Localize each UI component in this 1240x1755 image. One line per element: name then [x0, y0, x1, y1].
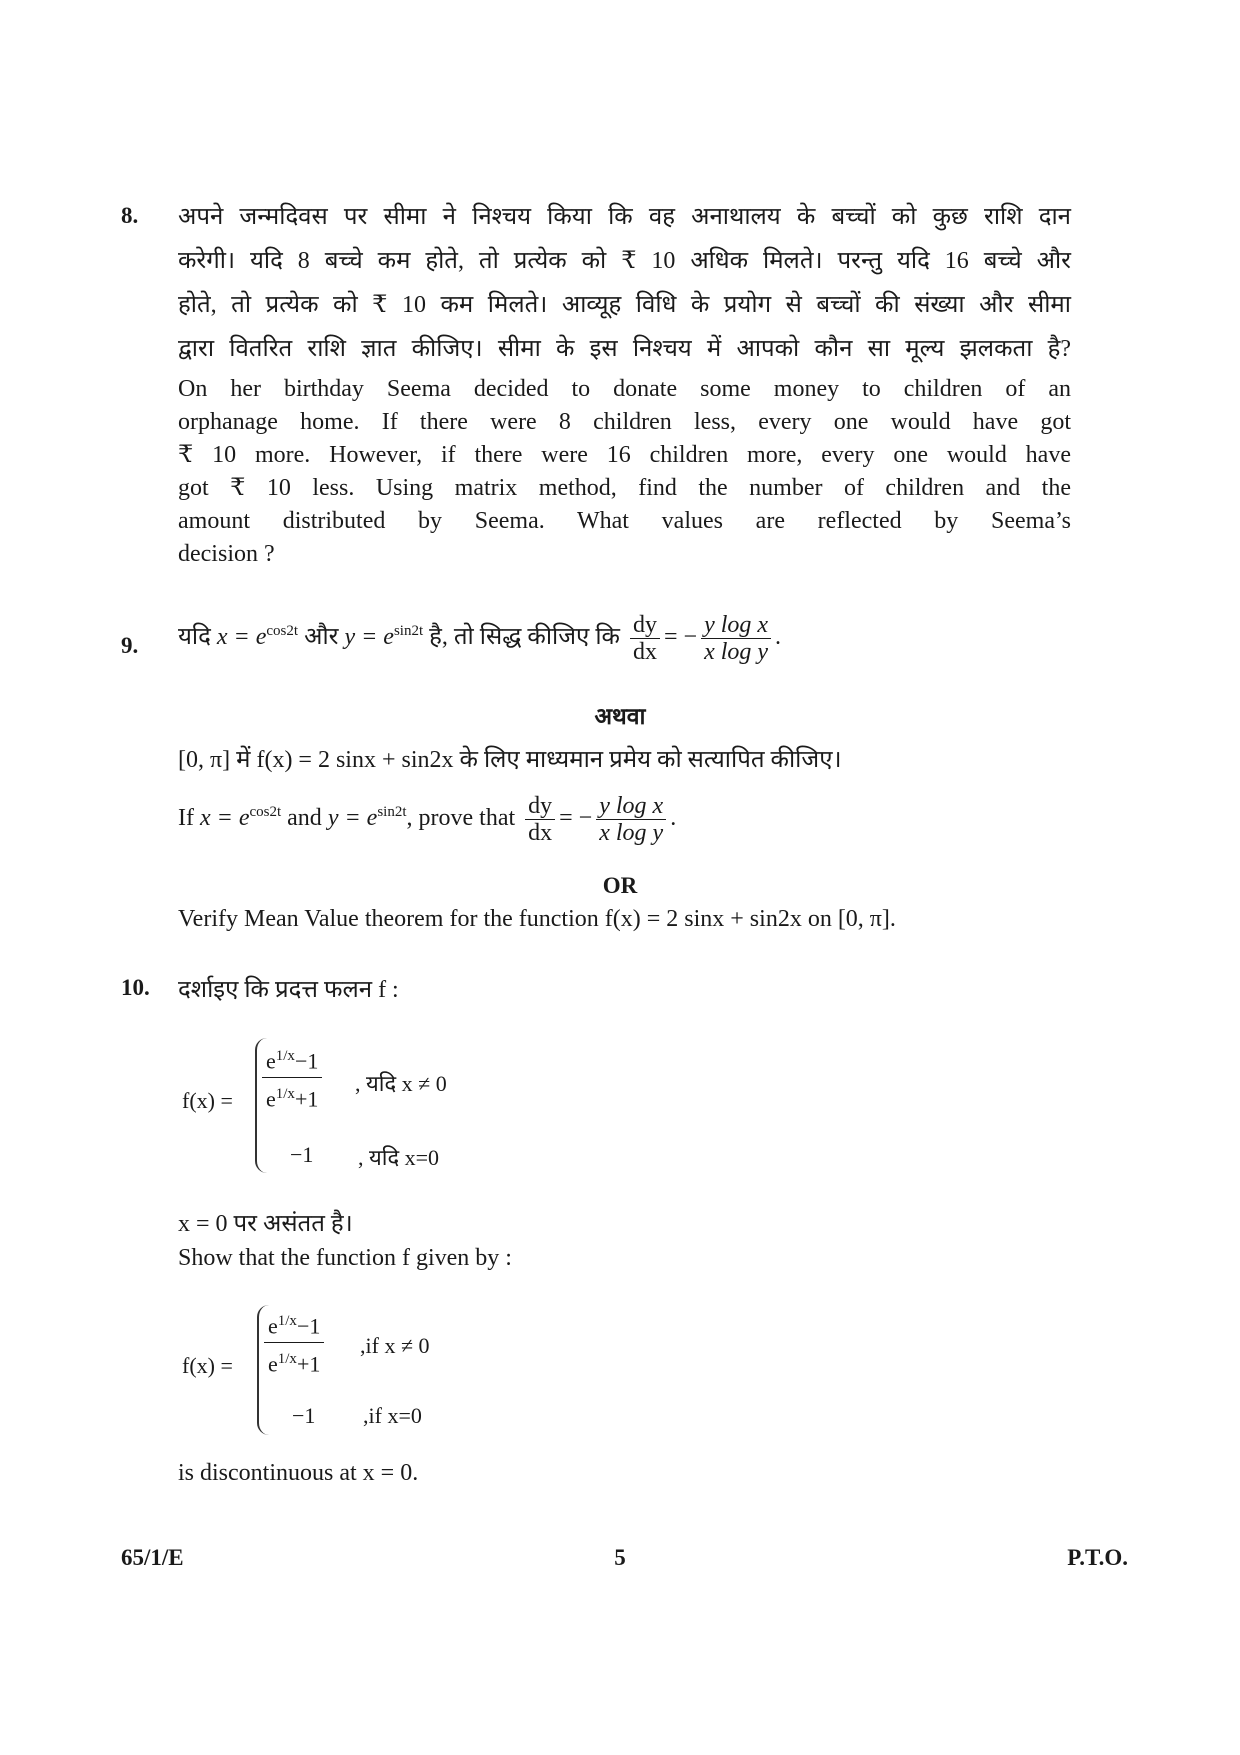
exponent: 1/x — [277, 1313, 297, 1329]
or-hindi: अथवा — [594, 704, 646, 729]
text: and — [287, 805, 322, 832]
fx-label: f(x) = — [182, 1088, 233, 1113]
x-definition: x = e — [199, 805, 250, 832]
question-8-english — [178, 373, 1071, 571]
q10-hindi-conclusion: x = 0 पर असंतत है। — [178, 1211, 353, 1237]
numerator: dy — [630, 612, 660, 639]
condition-1: , यदि x ≠ 0 — [355, 1071, 447, 1096]
e: e — [266, 1086, 276, 1112]
mvt-english: Verify Mean Value theorem for the function f(x) = 2 sinx + sin2x on [0, π]. — [178, 906, 896, 932]
fraction — [262, 1040, 322, 1116]
english-line: amount distributed by Seema. What values are reflected by Seema’s — [178, 508, 1071, 534]
condition-2: , यदि x=0 — [358, 1145, 440, 1170]
q10-english-conclusion: is discontinuous at x = 0. — [178, 1460, 419, 1486]
fraction — [264, 1305, 324, 1381]
x-definition: x = e — [216, 624, 267, 651]
text: और — [304, 624, 339, 651]
numerator: dy — [525, 793, 555, 820]
text: −1 — [296, 1313, 321, 1339]
please-turn-over: P.T.O. — [1067, 1545, 1128, 1570]
case-value: −1 — [292, 1403, 316, 1428]
q10-hindi-intro: दर्शाइए कि प्रदत्त फलन f : — [178, 977, 399, 1003]
period: . — [670, 805, 677, 832]
exponent: sin2t — [377, 804, 407, 821]
text: +1 — [296, 1351, 321, 1377]
denominator: dx — [632, 639, 657, 665]
e: e — [268, 1351, 278, 1377]
condition-2: ,if x=0 — [363, 1403, 422, 1428]
denominator: x log y — [599, 820, 664, 846]
english-line: orphanage home. If there were 8 children less, every one would have got — [178, 409, 1071, 435]
exponent: 1/x — [275, 1048, 295, 1064]
text: , prove that — [406, 805, 516, 832]
question-8-hindi — [178, 195, 1071, 371]
y-definition: y = e — [327, 805, 378, 832]
text: If — [178, 805, 194, 832]
exponent: sin2t — [393, 623, 424, 640]
mvt-hindi: [0, π] में f(x) = 2 sinx + sin2x के लिए माध्यमान प्रमेय को सत्यापित कीजिए। — [178, 747, 842, 773]
text: −1 — [294, 1048, 319, 1074]
question-number-8: 8. — [121, 203, 139, 228]
english-line: got ₹ 10 less. Using matrix method, find the number of children and the — [178, 475, 1071, 501]
e: e — [266, 1048, 276, 1074]
page-number: 5 — [614, 1545, 626, 1570]
rhs-fraction — [701, 612, 771, 665]
english-line: decision ? — [178, 541, 275, 567]
condition-1: ,if x ≠ 0 — [360, 1333, 430, 1358]
exponent: 1/x — [277, 1351, 297, 1368]
equals: = − — [559, 805, 593, 832]
question-9-english — [178, 793, 676, 846]
e: e — [268, 1313, 278, 1339]
hindi-line: होते, तो प्रत्येक को ₹ 10 कम मिलते। आव्यूह विधि के प्रयोग से बच्चों की संख्या और सीमा — [178, 292, 1071, 318]
numerator: y log x — [701, 612, 771, 639]
english-line: ₹ 10 more. However, if there were 16 children more, every one would have — [178, 442, 1071, 468]
numerator: y log x — [596, 793, 666, 820]
equals: = − — [663, 624, 698, 651]
case-value: −1 — [290, 1142, 314, 1167]
question-number-10: 10. — [121, 975, 150, 1000]
english-line: On her birthday Seema decided to donate some money to children of an — [178, 376, 1071, 402]
q10-english-intro: Show that the function f given by : — [178, 1245, 512, 1271]
hindi-line: करेगी। यदि 8 बच्चे कम होते, तो प्रत्येक को ₹ 10 अधिक मिलते। परन्तु यदि 16 बच्चे और — [178, 248, 1071, 274]
question-number-9: 9. — [121, 633, 139, 658]
rhs-fraction — [596, 793, 666, 846]
text: यदि — [178, 624, 211, 651]
text: +1 — [294, 1086, 319, 1112]
fx-label: f(x) = — [182, 1353, 233, 1378]
derivative-fraction — [630, 612, 660, 665]
period: . — [775, 624, 782, 651]
denominator: dx — [528, 820, 553, 846]
or-english: OR — [602, 873, 638, 898]
text: है, तो सिद्ध कीजिए कि — [429, 624, 620, 651]
question-9-hindi — [178, 612, 781, 665]
derivative-fraction — [525, 793, 555, 846]
y-definition: y = e — [344, 624, 394, 651]
denominator: x log y — [704, 639, 769, 665]
exponent: cos2t — [266, 623, 299, 640]
exponent: 1/x — [275, 1086, 295, 1103]
hindi-line: द्वारा वितरित राशि ज्ञात कीजिए। सीमा के इस निश्चय में आपको कौन सा मूल्य झलकता है? — [178, 336, 1071, 362]
exponent: cos2t — [249, 804, 282, 821]
paper-code: 65/1/E — [121, 1545, 184, 1570]
hindi-line: अपने जन्मदिवस पर सीमा ने निश्चय किया कि वह अनाथालय के बच्चों को कुछ राशि दान — [178, 204, 1071, 230]
